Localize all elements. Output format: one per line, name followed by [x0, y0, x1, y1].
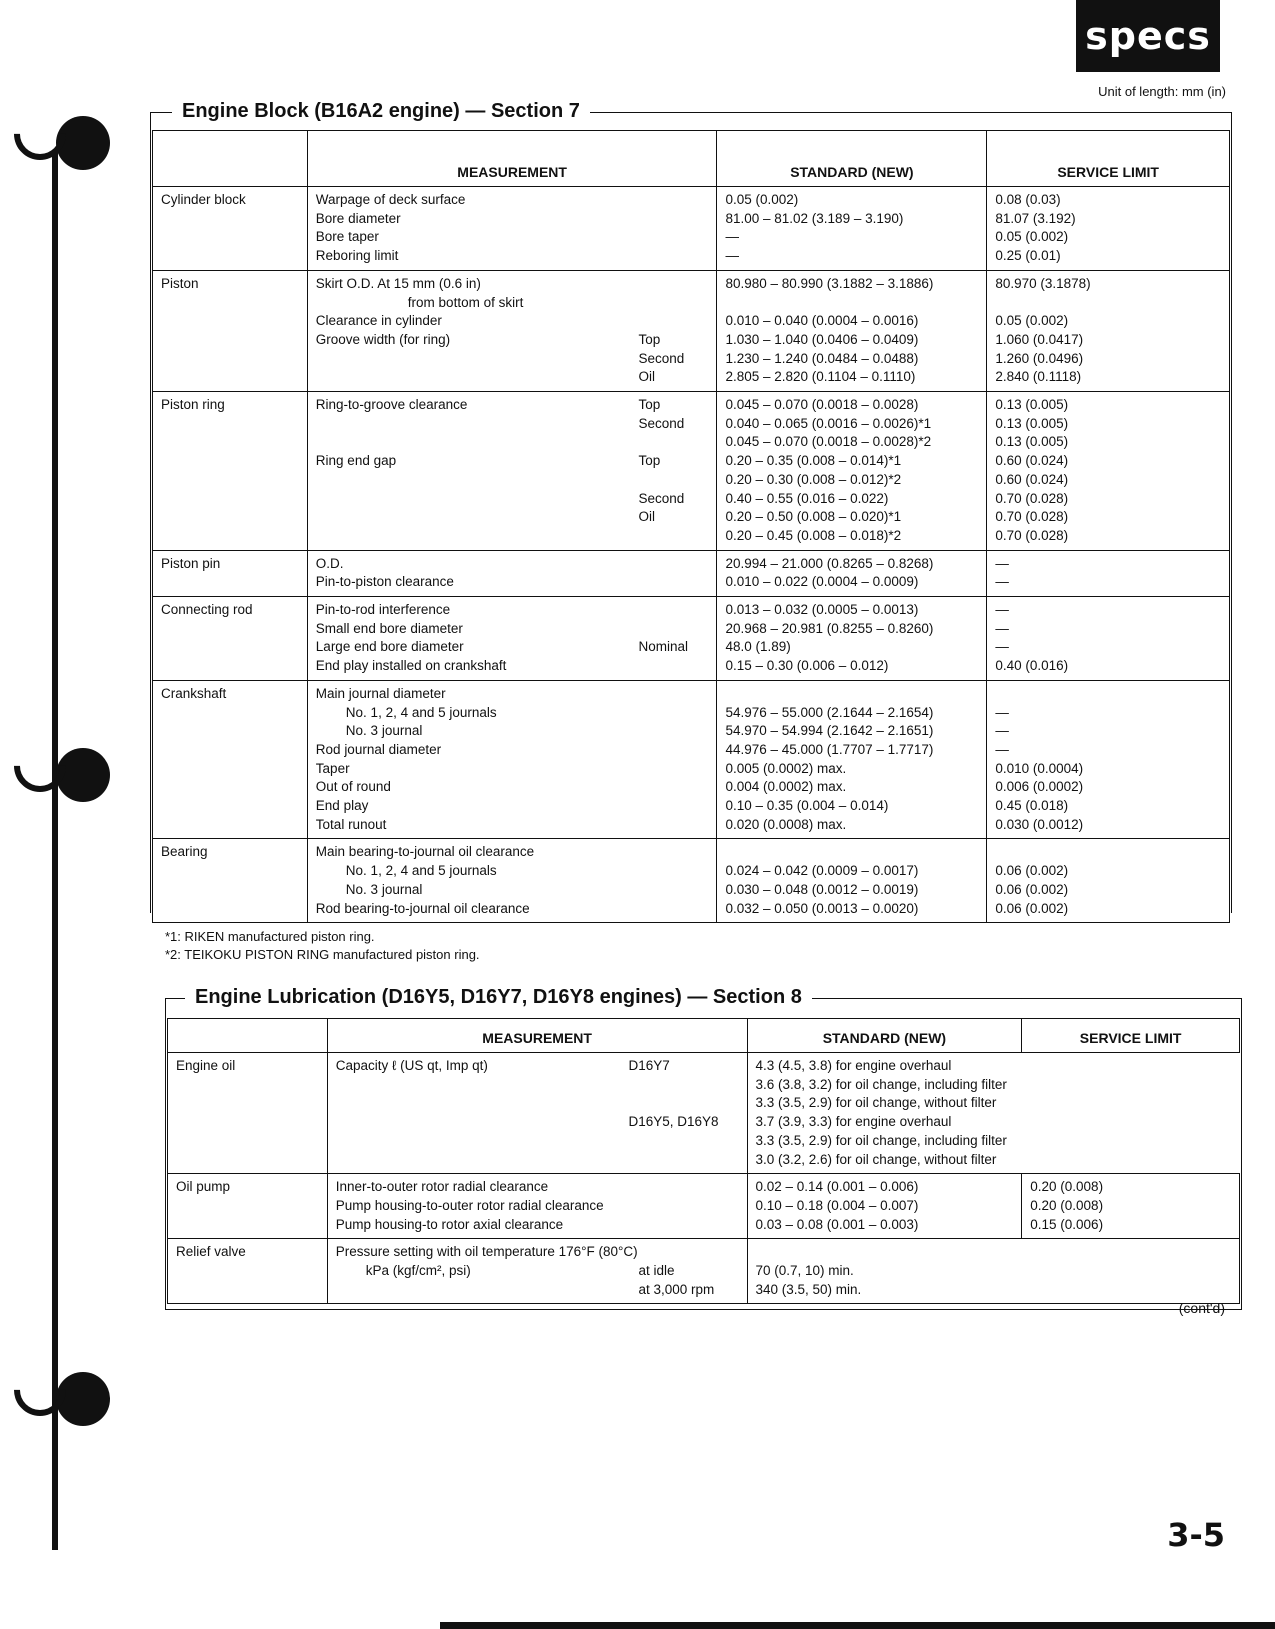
- table-row: [168, 1053, 1240, 1174]
- limit-cell: [1022, 1174, 1240, 1239]
- measurement-line: Large end bore diameter: [315, 639, 464, 655]
- table-header-row: [168, 1019, 1240, 1053]
- measurement-line: from bottom of skirt: [407, 294, 524, 310]
- standard-cell: [747, 1239, 1240, 1304]
- position-label: Second: [638, 350, 685, 366]
- standard-value: 0.020 (0.0008) max.: [725, 816, 847, 832]
- position-label: Top: [638, 331, 661, 347]
- engine-block-title: Engine Block (B16A2 engine) — Section 7: [172, 100, 590, 123]
- measurement-line: Pressure setting with oil temperature 176°F (80°C): [335, 1244, 638, 1260]
- position-label: Nominal: [638, 639, 688, 655]
- item-name: Piston: [153, 270, 308, 391]
- standard-value: 70 (0.7, 10) min.: [755, 1263, 854, 1279]
- standard-value: 3.3 (3.5, 2.9) for oil change, without filter: [755, 1095, 997, 1111]
- standard-value: 0.005 (0.0002) max.: [725, 760, 847, 776]
- limit-value: 0.05 (0.002): [995, 313, 1069, 329]
- condition-label: at 3,000 rpm: [638, 1281, 715, 1297]
- measurement-cell: [327, 1053, 747, 1174]
- table-row: [153, 187, 1230, 271]
- standard-value: 0.040 – 0.065 (0.0016 – 0.0026)*1: [725, 415, 932, 431]
- bottom-rule: [440, 1622, 1275, 1629]
- limit-value: 80.970 (3.1878): [995, 275, 1091, 291]
- limit-value: 0.25 (0.01): [995, 248, 1061, 264]
- empty-header: [168, 1019, 328, 1053]
- standard-value: 3.0 (3.2, 2.6) for oil change, without filter: [755, 1151, 997, 1167]
- measurement-cell: [307, 187, 717, 271]
- table-row: [153, 680, 1230, 839]
- measurement-line: kPa (kgf/cm², psi): [365, 1263, 471, 1279]
- measurement-line: O.D.: [315, 555, 344, 571]
- measurement-line: Ring-to-groove clearance: [315, 397, 468, 413]
- standard-cell: [717, 392, 987, 551]
- standard-value: 3.3 (3.5, 2.9) for oil change, including filter: [755, 1132, 1007, 1148]
- standard-cell: [747, 1053, 1240, 1174]
- col-standard: STANDARD (NEW): [717, 131, 987, 187]
- table-row: [153, 597, 1230, 681]
- limit-value: 0.06 (0.002): [995, 881, 1069, 897]
- item-name: Crankshaft: [153, 680, 308, 839]
- measurement-line: No. 1, 2, 4 and 5 journals: [345, 704, 497, 720]
- standard-value: 54.976 – 55.000 (2.1644 – 2.1654): [725, 704, 934, 720]
- standard-value: 0.024 – 0.042 (0.0009 – 0.0017): [725, 863, 919, 879]
- limit-value: 0.60 (0.024): [995, 453, 1069, 469]
- item-name: Piston pin: [153, 550, 308, 596]
- measurement-line: No. 3 journal: [345, 881, 423, 897]
- limit-value: 0.06 (0.002): [995, 900, 1069, 916]
- standard-cell: [717, 550, 987, 596]
- measurement-cell: [307, 270, 717, 391]
- standard-value: 0.05 (0.002): [725, 192, 799, 207]
- limit-cell: [987, 839, 1230, 923]
- standard-value: 0.030 – 0.048 (0.0012 – 0.0019): [725, 881, 919, 897]
- standard-value: 0.010 – 0.040 (0.0004 – 0.0016): [725, 313, 919, 329]
- table-row: [168, 1174, 1240, 1239]
- limit-value: 0.006 (0.0002): [995, 779, 1084, 795]
- standard-cell: [717, 187, 987, 271]
- item-name: Oil pump: [168, 1174, 328, 1239]
- standard-value: 0.010 – 0.022 (0.0004 – 0.0009): [725, 574, 919, 590]
- limit-value: 0.010 (0.0004): [995, 760, 1084, 776]
- limit-value: 0.70 (0.028): [995, 509, 1069, 525]
- standard-value: 0.15 – 0.30 (0.006 – 0.012): [725, 658, 889, 674]
- position-label: Second: [638, 490, 685, 506]
- measurement-line: Inner-to-outer rotor radial clearance: [335, 1179, 549, 1195]
- position-label: Second: [638, 415, 685, 431]
- measurement-line: No. 3 journal: [345, 723, 423, 739]
- measurement-line: Ring end gap: [315, 453, 397, 469]
- standard-value: 2.805 – 2.820 (0.1104 – 0.1110): [725, 369, 916, 385]
- limit-value: 0.030 (0.0012): [995, 816, 1084, 832]
- measurement-line: Pin-to-piston clearance: [315, 574, 454, 590]
- standard-value: 0.20 – 0.45 (0.008 – 0.018)*2: [725, 527, 902, 543]
- limit-value: —: [995, 555, 1009, 571]
- standard-value: 20.994 – 21.000 (0.8265 – 0.8268): [725, 555, 934, 571]
- limit-value: 81.07 (3.192): [995, 210, 1076, 226]
- standard-value: 0.02 – 0.14 (0.001 – 0.006): [755, 1179, 919, 1195]
- limit-value: 0.13 (0.005): [995, 397, 1069, 413]
- limit-value: —: [995, 639, 1009, 655]
- measurement-cell: [307, 550, 717, 596]
- limit-value: 0.20 (0.008): [1030, 1179, 1104, 1195]
- measurement-line: End play: [315, 798, 369, 814]
- standard-value: 3.7 (3.9, 3.3) for engine overhaul: [755, 1114, 952, 1130]
- limit-cell: [987, 392, 1230, 551]
- standard-value: 20.968 – 20.981 (0.8255 – 0.8260): [725, 620, 934, 636]
- standard-value: 0.013 – 0.032 (0.0005 – 0.0013): [725, 602, 919, 618]
- standard-value: 0.004 (0.0002) max.: [725, 779, 847, 795]
- limit-value: 0.08 (0.03): [995, 192, 1061, 207]
- standard-value: 0.045 – 0.070 (0.0018 – 0.0028): [725, 397, 919, 413]
- standard-value: 0.20 – 0.30 (0.008 – 0.012)*2: [725, 471, 902, 487]
- capacity-label: Capacity ℓ (US qt, Imp qt): [335, 1058, 488, 1073]
- table-header-row: [153, 131, 1230, 187]
- standard-cell: [747, 1174, 1022, 1239]
- limit-value: 0.05 (0.002): [995, 229, 1069, 245]
- measurement-cell: [307, 680, 717, 839]
- specs-badge: specs: [1076, 0, 1220, 72]
- position-label: Top: [638, 397, 661, 413]
- limit-value: 0.40 (0.016): [995, 658, 1069, 674]
- standard-value: 4.3 (4.5, 3.8) for engine overhaul: [755, 1058, 952, 1073]
- standard-value: 1.030 – 1.040 (0.0406 – 0.0409): [725, 331, 919, 347]
- col-measurement: MEASUREMENT: [307, 131, 717, 187]
- measurement-line: Main journal diameter: [315, 685, 446, 701]
- standard-value: 0.045 – 0.070 (0.0018 – 0.0028)*2: [725, 434, 932, 450]
- standard-cell: [717, 839, 987, 923]
- table-row: [153, 270, 1230, 391]
- continued-label: (cont'd): [1178, 1300, 1225, 1316]
- measurement-cell: [307, 839, 717, 923]
- measurement-cell: [327, 1239, 747, 1304]
- item-name: Connecting rod: [153, 597, 308, 681]
- standard-value: 0.20 – 0.35 (0.008 – 0.014)*1: [725, 453, 902, 469]
- measurement-cell: [307, 392, 717, 551]
- measurement-line: Warpage of deck surface: [315, 192, 466, 207]
- limit-value: —: [995, 741, 1009, 757]
- item-name: Piston ring: [153, 392, 308, 551]
- limit-value: 0.60 (0.024): [995, 471, 1069, 487]
- limit-value: 0.06 (0.002): [995, 863, 1069, 879]
- item-name: Engine oil: [168, 1053, 328, 1174]
- standard-value: 81.00 – 81.02 (3.189 – 3.190): [725, 210, 904, 226]
- measurement-line: Pin-to-rod interference: [315, 602, 451, 618]
- standard-cell: [717, 270, 987, 391]
- item-name: Cylinder block: [153, 187, 308, 271]
- standard-value: 0.20 – 0.50 (0.008 – 0.020)*1: [725, 509, 902, 525]
- engine-label: D16Y7: [628, 1058, 670, 1073]
- col-measurement: MEASUREMENT: [327, 1019, 747, 1053]
- measurement-line: Skirt O.D. At 15 mm (0.6 in): [315, 275, 481, 291]
- limit-value: 1.060 (0.0417): [995, 331, 1084, 347]
- measurement-line: Bore diameter: [315, 210, 401, 226]
- limit-cell: [987, 597, 1230, 681]
- limit-value: 0.15 (0.006): [1030, 1216, 1104, 1232]
- standard-cell: [717, 597, 987, 681]
- position-label: Oil: [638, 369, 655, 385]
- item-name: Relief valve: [168, 1239, 328, 1304]
- limit-cell: [987, 270, 1230, 391]
- standard-value: 80.980 – 80.990 (3.1882 – 3.1886): [725, 275, 934, 291]
- limit-value: —: [995, 574, 1009, 590]
- limit-cell: [987, 680, 1230, 839]
- limit-value: 0.70 (0.028): [995, 527, 1069, 543]
- position-label: Oil: [638, 509, 655, 525]
- standard-cell: [717, 680, 987, 839]
- item-name: Bearing: [153, 839, 308, 923]
- measurement-line: Main bearing-to-journal oil clearance: [315, 844, 535, 860]
- measurement-line: Small end bore diameter: [315, 620, 463, 636]
- standard-value: 1.230 – 1.240 (0.0484 – 0.0488): [725, 350, 919, 366]
- table-row: [153, 839, 1230, 923]
- limit-value: —: [995, 620, 1009, 636]
- standard-value: 44.976 – 45.000 (1.7707 – 1.7717): [725, 741, 934, 757]
- limit-cell: [987, 550, 1230, 596]
- measurement-line: No. 1, 2, 4 and 5 journals: [345, 863, 497, 879]
- engine-label: D16Y5, D16Y8: [628, 1114, 719, 1130]
- standard-value: 0.10 – 0.18 (0.004 – 0.007): [755, 1197, 919, 1213]
- measurement-line: Taper: [315, 760, 350, 776]
- footnote-1: *1: RIKEN manufactured piston ring.: [165, 929, 375, 944]
- col-service-limit: SERVICE LIMIT: [1022, 1019, 1240, 1053]
- limit-value: 2.840 (0.1118): [995, 369, 1082, 385]
- standard-value: 0.03 – 0.08 (0.001 – 0.003): [755, 1216, 919, 1232]
- limit-value: —: [995, 602, 1009, 618]
- standard-value: 340 (3.5, 50) min.: [755, 1281, 862, 1297]
- col-standard: STANDARD (NEW): [747, 1019, 1022, 1053]
- col-service-limit: SERVICE LIMIT: [987, 131, 1230, 187]
- limit-value: 0.13 (0.005): [995, 415, 1069, 431]
- standard-value: 0.40 – 0.55 (0.016 – 0.022): [725, 490, 889, 506]
- measurement-line: Pump housing-to-outer rotor radial clearance: [335, 1197, 604, 1213]
- empty-header: [153, 131, 308, 187]
- measurement-line: Total runout: [315, 816, 387, 832]
- condition-label: at idle: [638, 1263, 675, 1279]
- measurement-line: Rod journal diameter: [315, 741, 442, 757]
- limit-value: 0.45 (0.018): [995, 798, 1069, 814]
- limit-value: 0.70 (0.028): [995, 490, 1069, 506]
- limit-value: 0.20 (0.008): [1030, 1197, 1104, 1213]
- measurement-line: Rod bearing-to-journal oil clearance: [315, 900, 530, 916]
- measurement-line: Bore taper: [315, 229, 379, 245]
- measurement-line: End play installed on crankshaft: [315, 658, 507, 674]
- standard-value: —: [725, 248, 739, 264]
- measurement-cell: [327, 1174, 747, 1239]
- standard-value: —: [725, 229, 739, 245]
- table-row: [153, 550, 1230, 596]
- standard-value: 3.6 (3.8, 3.2) for oil change, including filter: [755, 1076, 1007, 1092]
- standard-value: 48.0 (1.89): [725, 639, 791, 655]
- table-row: [153, 392, 1230, 551]
- standard-value: 0.032 – 0.050 (0.0013 – 0.0020): [725, 900, 919, 916]
- measurement-line: Pump housing-to rotor axial clearance: [335, 1216, 564, 1232]
- unit-label: Unit of length: mm (in): [1098, 84, 1226, 99]
- binder-spine: [52, 150, 58, 1550]
- measurement-line: Groove width (for ring): [315, 331, 451, 347]
- lubrication-table: [167, 1018, 1240, 1304]
- position-label: Top: [638, 453, 661, 469]
- measurement-line: Clearance in cylinder: [315, 313, 442, 329]
- limit-value: —: [995, 723, 1009, 739]
- limit-value: —: [995, 704, 1009, 720]
- measurement-cell: [307, 597, 717, 681]
- limit-value: 0.13 (0.005): [995, 434, 1069, 450]
- page-number: 3-5: [1167, 1516, 1225, 1554]
- table-row: [168, 1239, 1240, 1304]
- footnote-2: *2: TEIKOKU PISTON RING manufactured piston ring.: [165, 947, 480, 962]
- standard-value: 0.10 – 0.35 (0.004 – 0.014): [725, 798, 889, 814]
- standard-value: 54.970 – 54.994 (2.1642 – 2.1651): [725, 723, 934, 739]
- lubrication-title: Engine Lubrication (D16Y5, D16Y7, D16Y8 engines) — Section 8: [185, 986, 812, 1009]
- limit-cell: [987, 187, 1230, 271]
- measurement-line: Reboring limit: [315, 248, 399, 264]
- measurement-line: Out of round: [315, 779, 391, 795]
- engine-block-table: [152, 130, 1230, 923]
- limit-value: 1.260 (0.0496): [995, 350, 1084, 366]
